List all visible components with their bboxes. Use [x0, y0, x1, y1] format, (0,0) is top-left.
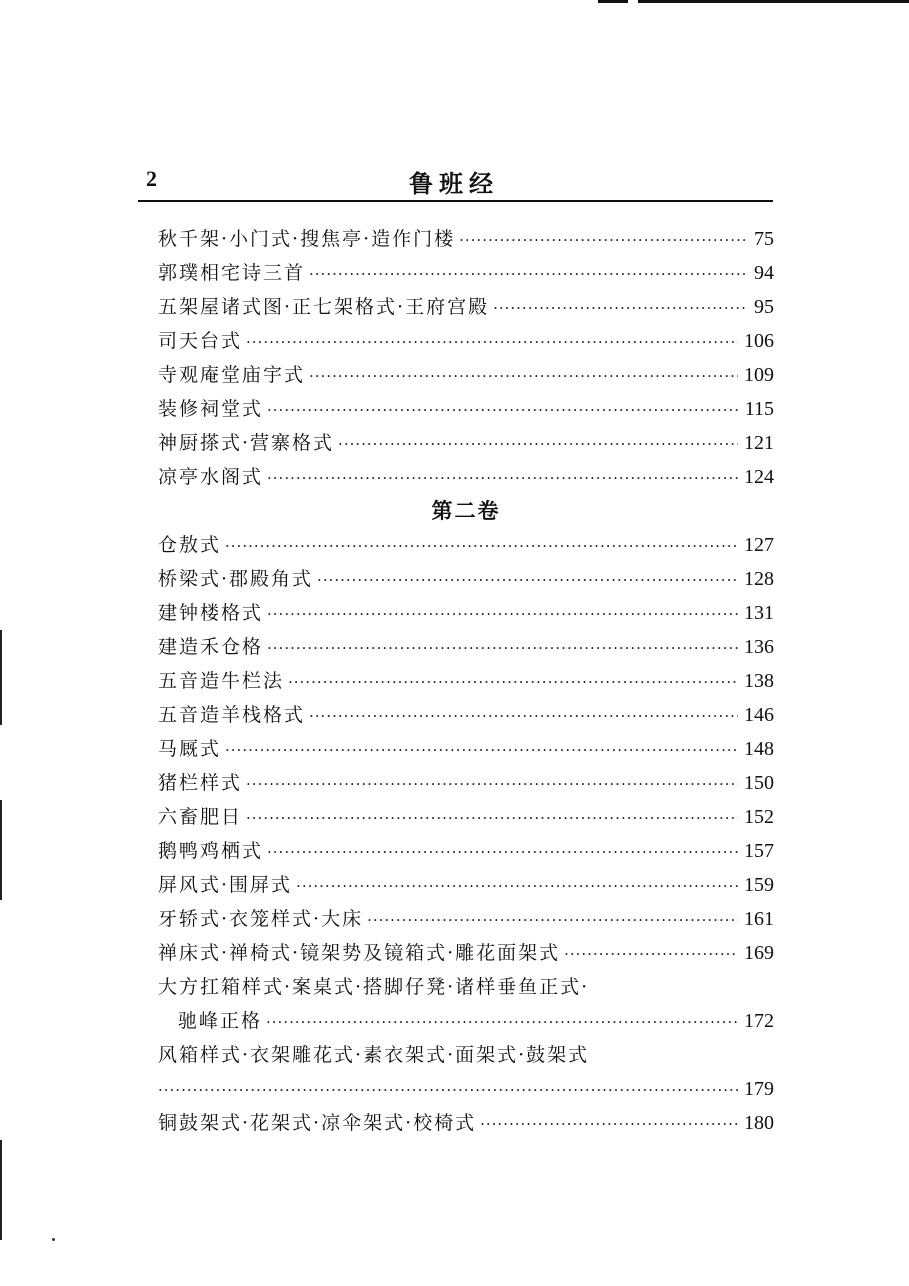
toc-entry-title: 六畜肥日	[158, 806, 243, 828]
toc-entry-title: 五音造羊栈格式	[158, 704, 306, 726]
dot-leader	[564, 937, 738, 971]
dot-leader	[367, 903, 738, 937]
dot-leader	[267, 461, 738, 495]
toc-entry-title: 神厨搽式·营寨格式	[158, 432, 335, 454]
toc-entry-page: 115	[744, 398, 774, 420]
toc-entry-continuation	[158, 1072, 774, 1106]
dot-leader	[246, 801, 738, 835]
toc-entry-title: 牙轿式·衣笼样式·大床	[158, 908, 364, 930]
toc-entry[interactable]	[158, 562, 774, 596]
dot-leader	[459, 223, 746, 257]
toc-entry-title: 秋千架·小门式·搜焦亭·造作门楼	[158, 228, 456, 250]
scan-margin-line	[0, 1140, 2, 1240]
toc-entry-page: 136	[744, 636, 774, 658]
toc-entry[interactable]	[158, 528, 774, 562]
toc-entry-page: 172	[744, 1010, 774, 1032]
toc-entry[interactable]	[158, 902, 774, 936]
scan-margin-line	[0, 800, 2, 900]
toc-entry-page: 150	[744, 772, 774, 794]
toc-entry-title: 屏风式·围屏式	[158, 874, 293, 896]
toc-entry[interactable]	[158, 324, 774, 358]
toc-entry[interactable]	[158, 834, 774, 868]
dot-leader	[288, 665, 738, 699]
toc-entry-title: 凉亭水阁式	[158, 466, 264, 488]
toc-entry-page: 106	[744, 330, 774, 352]
section-heading: 第二卷	[431, 499, 501, 523]
dot-leader	[246, 325, 738, 359]
toc-entry-title: 建造禾仓格	[158, 636, 264, 658]
toc-entry-page: 75	[754, 228, 774, 250]
dot-leader	[493, 291, 746, 325]
dot-leader	[267, 835, 738, 869]
toc-entry-title: 铜鼓架式·花架式·凉伞架式·校椅式	[158, 1112, 477, 1134]
toc-entry[interactable]	[158, 426, 774, 460]
toc-entry[interactable]	[158, 596, 774, 630]
toc-entry[interactable]	[158, 358, 774, 392]
toc-entry-title: 禅床式·禅椅式·镜架势及镜箱式·雕花面架式	[158, 942, 561, 964]
dot-leader	[296, 869, 738, 903]
toc-entry[interactable]	[158, 664, 774, 698]
dot-leader	[246, 767, 738, 801]
scan-edge-mark	[598, 0, 628, 3]
toc-entry-page: 169	[744, 942, 774, 964]
dot-leader	[338, 427, 738, 461]
toc-entry-page: 179	[744, 1078, 774, 1100]
toc-entry[interactable]	[158, 290, 774, 324]
dot-leader	[266, 1005, 738, 1039]
dot-leader	[225, 529, 738, 563]
dot-leader	[480, 1107, 738, 1141]
toc-entry-title: 郭璞相宅诗三首	[158, 262, 306, 284]
toc-entry-title: 建钟楼格式	[158, 602, 264, 624]
dot-leader	[158, 1073, 738, 1107]
toc-entry-title: 马厩式	[158, 738, 222, 760]
toc-entry-title: 寺观庵堂庙宇式	[158, 364, 306, 386]
toc-entry-page: 94	[754, 262, 774, 284]
toc-entry[interactable]	[158, 732, 774, 766]
toc-entry-title-line1: 大方扛箱样式·案桌式·搭脚仔凳·诸样垂鱼正式·	[158, 976, 590, 998]
toc-entry-title: 鹅鸭鸡栖式	[158, 840, 264, 862]
toc-entry-page: 124	[744, 466, 774, 488]
toc-entry-title-line1: 风箱样式·衣架雕花式·素衣架式·面架式·鼓架式	[158, 1044, 590, 1066]
scan-margin-line	[0, 630, 2, 725]
toc-entry-page: 180	[744, 1112, 774, 1134]
page-number: 2	[146, 166, 157, 191]
table-of-contents	[158, 222, 774, 1140]
toc-entry-page: 159	[744, 874, 774, 896]
dot-leader	[309, 699, 738, 733]
toc-entry[interactable]	[158, 460, 774, 494]
toc-entry-title: 五音造牛栏法	[158, 670, 285, 692]
dot-leader	[267, 597, 738, 631]
toc-entry-multiline[interactable]	[158, 970, 774, 1038]
toc-entry-page: 138	[744, 670, 774, 692]
header-rule	[138, 200, 773, 202]
toc-entry[interactable]	[158, 256, 774, 290]
toc-entry-page: 161	[744, 908, 774, 930]
toc-entry-page: 128	[744, 568, 774, 590]
toc-entry-page: 95	[754, 296, 774, 318]
toc-entry[interactable]	[158, 868, 774, 902]
toc-entry[interactable]	[158, 800, 774, 834]
dot-leader	[267, 631, 738, 665]
toc-entry-page: 131	[744, 602, 774, 624]
dot-leader	[309, 257, 746, 291]
toc-entry-title: 五架屋诸式图·正七架格式·王府宫殿	[158, 296, 490, 318]
scan-edge-line	[638, 0, 909, 3]
dot-leader	[317, 563, 738, 597]
toc-entry-continuation	[158, 1004, 774, 1038]
toc-entry[interactable]	[158, 392, 774, 426]
toc-entry[interactable]	[158, 1106, 774, 1140]
dot-leader	[267, 393, 739, 427]
toc-entry-page: 152	[744, 806, 774, 828]
toc-entry-title: 装修祠堂式	[158, 398, 264, 420]
toc-entry-title: 仓敖式	[158, 534, 222, 556]
toc-entry-title: 司天台式	[158, 330, 243, 352]
running-title: 鲁班经	[409, 169, 499, 198]
toc-entry-page: 121	[744, 432, 774, 454]
toc-entry[interactable]	[158, 222, 774, 256]
scan-speck	[52, 1238, 55, 1241]
toc-entry-page: 109	[744, 364, 774, 386]
toc-entry-page: 157	[744, 840, 774, 862]
toc-entry-multiline[interactable]	[158, 1038, 774, 1106]
toc-entry-page: 127	[744, 534, 774, 556]
toc-entry-page: 148	[744, 738, 774, 760]
toc-entry[interactable]	[158, 630, 774, 664]
toc-entry[interactable]	[158, 698, 774, 732]
toc-entry-title-line2: 驰峰正格	[178, 1010, 263, 1032]
toc-entry-page: 146	[744, 704, 774, 726]
toc-entry-title: 桥梁式·郡殿角式	[158, 568, 314, 590]
toc-entry[interactable]	[158, 936, 774, 970]
toc-entry-title: 猪栏样式	[158, 772, 243, 794]
toc-entry[interactable]	[158, 766, 774, 800]
dot-leader	[309, 359, 738, 393]
dot-leader	[225, 733, 738, 767]
